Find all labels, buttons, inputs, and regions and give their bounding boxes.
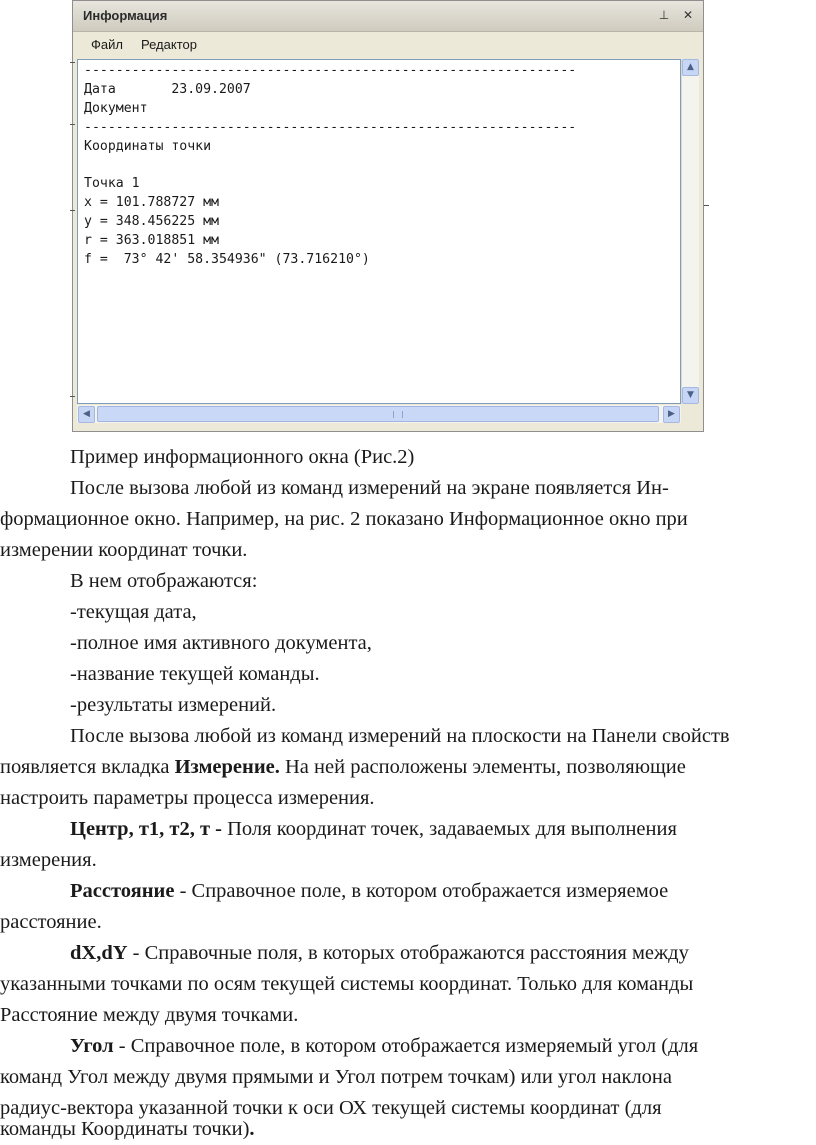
point-line: Точка 1 <box>84 176 140 192</box>
paragraph-line: расстояние. <box>0 911 102 933</box>
horizontal-scroll-thumb[interactable] <box>97 406 659 422</box>
scroll-down-icon[interactable]: ▼ <box>682 387 699 404</box>
page-mark <box>70 62 75 63</box>
list-item: -результаты измерений. <box>70 694 277 716</box>
paragraph-line: В нем отображаются: <box>70 570 258 592</box>
paragraph-line: измерении координат точки. <box>0 539 248 561</box>
term-measurement: Измерение. <box>174 756 280 778</box>
x-value-line: x = 101.788727 мм <box>84 195 219 211</box>
window-titlebar <box>73 1 703 32</box>
scroll-right-icon[interactable]: ▶ <box>663 406 680 423</box>
paragraph-line: измерения. <box>0 849 97 871</box>
command-line: Координаты точки <box>84 138 212 154</box>
paragraph-line: dX,dY - Справочные поля, в которых отображаются расстояния между <box>70 942 689 964</box>
scroll-up-icon[interactable]: ▲ <box>682 59 699 76</box>
menu-editor[interactable]: Редактор <box>141 37 197 52</box>
paragraph-line: формационное окно. Например, на рис. 2 показано Информационное окно при <box>0 508 688 530</box>
page-mark <box>70 124 75 125</box>
paragraph-line: появляется вкладка Измерение. На ней расположены элементы, позволяющие <box>0 756 686 778</box>
term-angle: Угол <box>70 1035 114 1057</box>
horizontal-scrollbar[interactable] <box>77 405 681 423</box>
paragraph-line: радиус-вектора указанной точки к оси ОХ текущей системы координат (для <box>0 1097 662 1119</box>
size-grip <box>681 405 699 423</box>
document-line: Документ <box>84 100 148 116</box>
page-mark <box>70 210 75 211</box>
scroll-left-icon[interactable]: ◀ <box>78 406 95 423</box>
paragraph-line: настроить параметры процесса измерения. <box>0 787 375 809</box>
list-item: -полное имя активного документа, <box>70 632 372 654</box>
y-value-line: y = 348.456225 мм <box>84 214 219 230</box>
separator-line: -------------------------------------------------------------- <box>84 63 577 78</box>
paragraph-line: Расстояние между двумя точками. <box>0 1004 299 1026</box>
figure-caption: Пример информационного окна (Рис.2) <box>70 446 415 468</box>
paragraph-line: команды Координаты точки). <box>0 1118 255 1140</box>
paragraph-line: Угол - Справочное поле, в котором отображается измеряемый угол (для <box>70 1035 699 1057</box>
vertical-scrollbar[interactable] <box>681 59 699 404</box>
menubar <box>73 32 703 58</box>
page-mark <box>70 396 75 397</box>
window-title: Информация <box>83 8 168 23</box>
list-item: -текущая дата, <box>70 601 197 623</box>
info-text-area[interactable] <box>77 59 681 404</box>
list-item: -название текущей команды. <box>70 663 320 685</box>
term-dxdy: dX,dY <box>70 942 128 964</box>
paragraph-line: указанными точками по осям текущей системы координат. Только для команды <box>0 973 694 995</box>
term-points: Центр, т1, т2, т - <box>70 818 222 840</box>
paragraph-line: Центр, т1, т2, т - Поля координат точек, задаваемых для выполнения <box>70 818 677 840</box>
r-value-line: r = 363.018851 мм <box>84 233 219 249</box>
close-icon[interactable]: ✕ <box>682 8 694 22</box>
info-text <box>78 60 680 270</box>
date-line: Дата 23.09.2007 <box>84 81 251 97</box>
menu-file[interactable]: Файл <box>91 37 123 52</box>
paragraph-line: После вызова любой из команд измерений на экране появляется Ин- <box>70 477 669 499</box>
f-value-line: f = 73° 42' 58.354936" (73.716210°) <box>84 252 370 268</box>
term-distance: Расстояние <box>70 880 175 902</box>
info-window <box>72 0 704 432</box>
paragraph-line: После вызова любой из команд измерений на плоскости на Панели свойств <box>70 725 730 747</box>
separator-line: -------------------------------------------------------------- <box>84 119 577 135</box>
paragraph-line: Расстояние - Справочное поле, в котором отображается измеряемое <box>70 880 669 902</box>
paragraph-line: команд Угол между двумя прямыми и Угол потрем точкам) или угол наклона <box>0 1066 672 1088</box>
pin-icon[interactable]: ⊥ <box>658 8 670 22</box>
page-mark <box>704 205 709 206</box>
